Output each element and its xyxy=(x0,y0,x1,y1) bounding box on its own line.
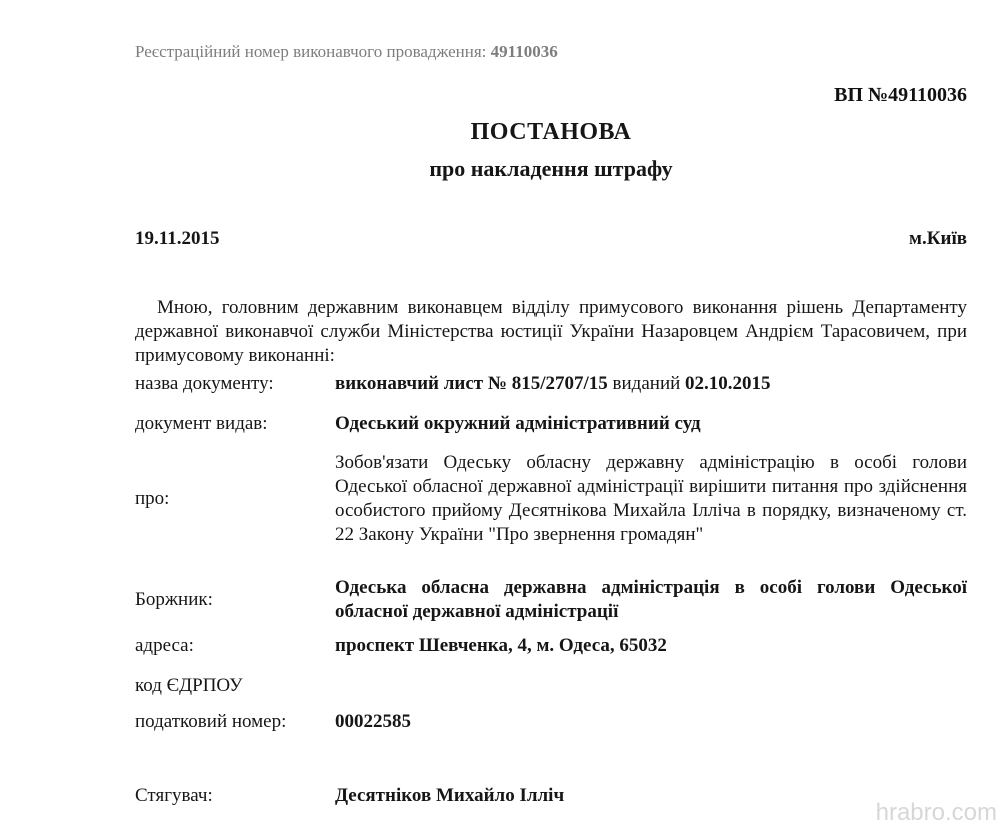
document-city: м.Київ xyxy=(909,228,967,249)
field-value: Десятніков Михайло Ілліч xyxy=(335,785,565,806)
field-label: адреса: xyxy=(135,635,194,656)
document-date: 19.11.2015 xyxy=(135,228,220,249)
field-value: 00022585 xyxy=(335,711,411,732)
intro-paragraph: Мною, головним державним виконавцем відділу примусового виконання рішень Департаменту державної виконавчої служби Міністерства юстиції України Назаровцем Андрієм Тарасовичем, при примусовому виконанні: xyxy=(135,297,967,366)
field-document-issuer xyxy=(135,412,967,436)
field-value: Одеський окружний адміністративний суд xyxy=(335,413,701,434)
field-label: Стягувач: xyxy=(135,785,213,806)
field-subject xyxy=(135,451,967,547)
registration-label: Реєстраційний номер виконавчого провадження: xyxy=(135,42,491,61)
field-claimant xyxy=(135,784,967,808)
registration-number: 49110036 xyxy=(490,42,558,61)
field-value: Одеська обласна державна адміністрація в особі голови Одеської обласної державної адміністрації xyxy=(335,577,967,622)
field-value: Зобов'язати Одеську обласну державну адміністрацію в особі голови Одеської обласної державної адміністрації вирішити питання про здійснення особистого прийому Десятнікова Михайла Ілліча в порядку, визначеному ст. 22 Закону України "Про звернення громадян" xyxy=(335,452,967,545)
document-title: ПОСТАНОВА xyxy=(470,119,632,145)
field-label: документ видав: xyxy=(135,413,268,434)
field-edrpou xyxy=(135,674,967,698)
document-content xyxy=(135,0,967,822)
field-debtor xyxy=(135,576,967,624)
field-value: проспект Шевченка, 4, м. Одеса, 65032 xyxy=(335,635,667,656)
field-label: про: xyxy=(135,488,170,509)
field-label: код ЄДРПОУ xyxy=(135,675,243,696)
field-value xyxy=(335,372,967,396)
field-tax-number xyxy=(135,710,967,734)
document-name-part-2: виданий xyxy=(607,373,686,394)
document-name-part-3: 02.10.2015 xyxy=(685,373,771,394)
dateline xyxy=(135,228,967,250)
field-label: Боржник: xyxy=(135,589,213,610)
field-label: назва документу: xyxy=(135,373,274,394)
registration-number-line xyxy=(135,42,967,62)
document-subtitle: про накладення штрафу xyxy=(429,156,673,181)
document-name-part-1: виконавчий лист № 815/2707/15 xyxy=(335,373,608,394)
field-address xyxy=(135,634,967,658)
field-label: податковий номер: xyxy=(135,711,287,732)
field-document-name xyxy=(135,372,967,396)
case-number: ВП №49110036 xyxy=(834,84,967,106)
site-watermark: hrabro.com xyxy=(875,799,997,822)
